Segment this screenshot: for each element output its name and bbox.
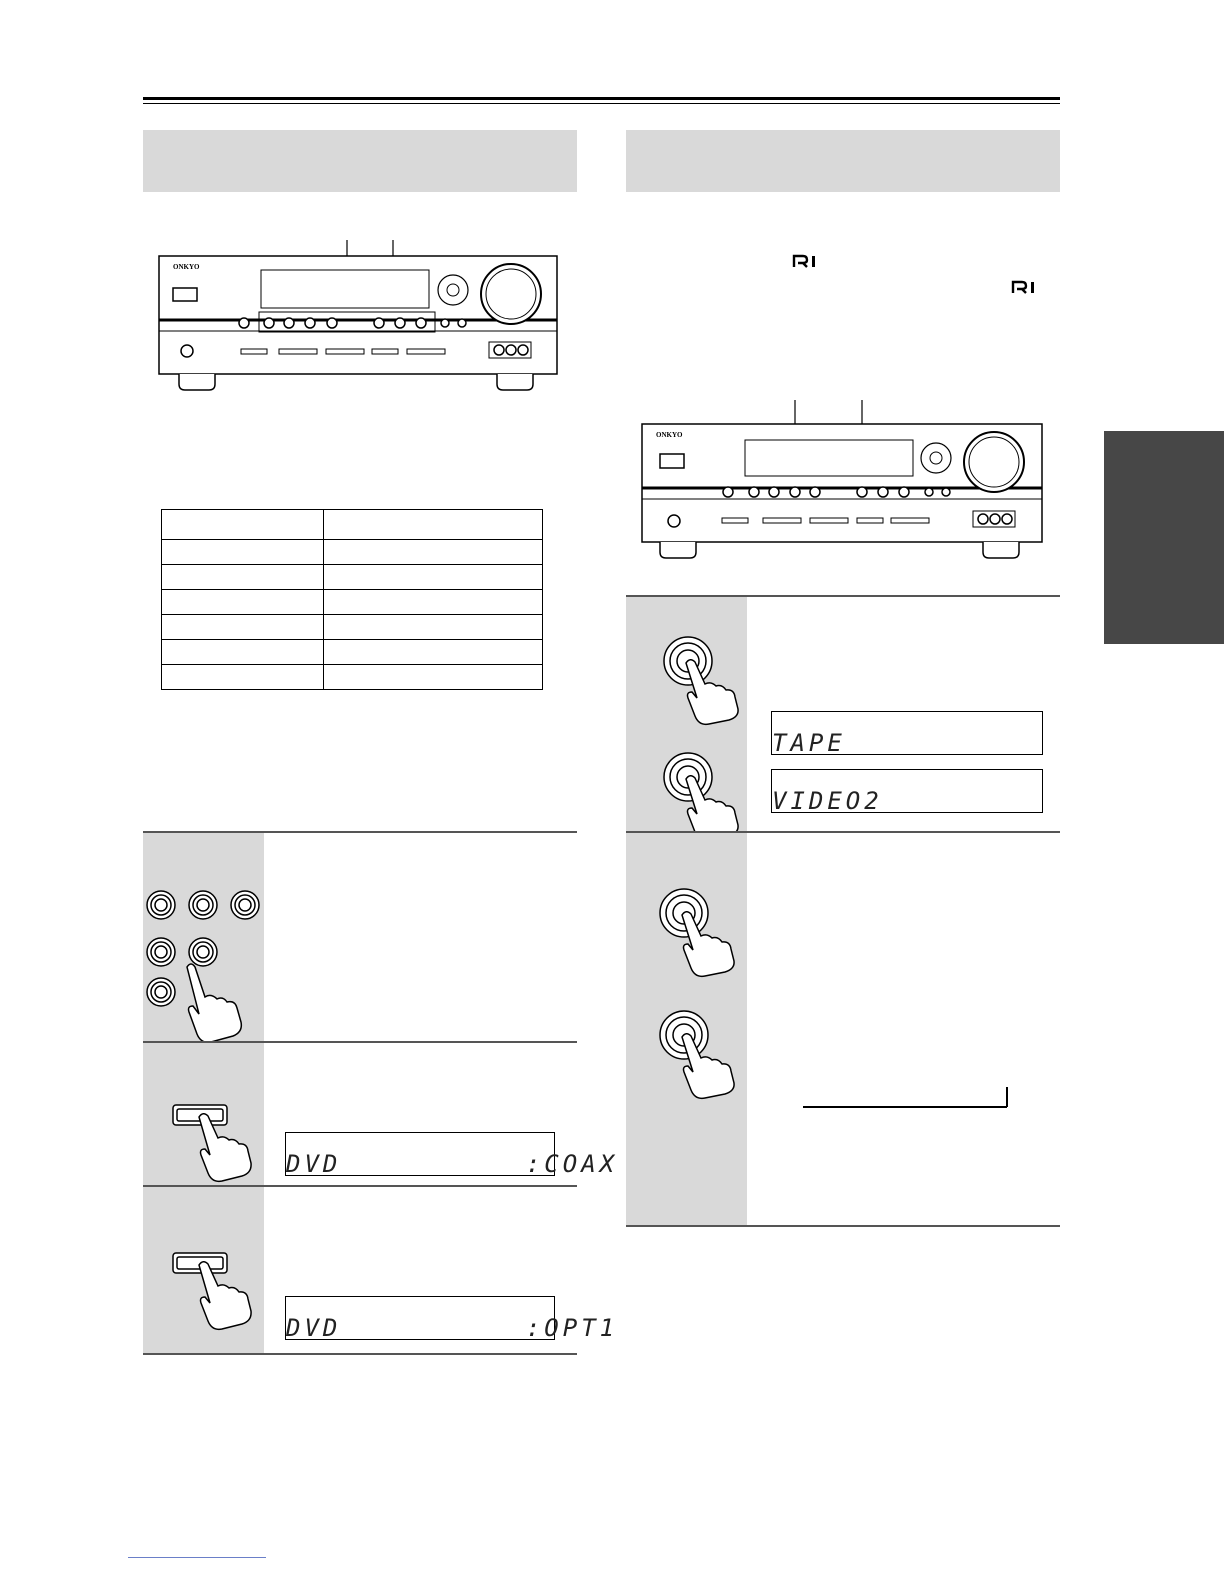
left-section-header	[143, 130, 577, 192]
table-cell	[162, 510, 324, 540]
digital-input-button-illustration	[169, 1247, 263, 1329]
display-readout: DVD :OPT1	[285, 1296, 555, 1340]
table-cell	[162, 590, 324, 615]
table-cell	[162, 540, 324, 565]
footer-link-underline[interactable]	[128, 1557, 266, 1558]
left-step-2	[143, 1041, 619, 1187]
input-selector-buttons-illustration	[145, 885, 263, 1035]
page-top-rule	[143, 97, 1060, 100]
table-cell	[162, 640, 324, 665]
table-cell	[324, 565, 543, 590]
digital-input-button-illustration	[169, 1099, 263, 1181]
table-row	[162, 540, 543, 565]
display-readout: DVD :COAX	[285, 1132, 555, 1176]
table-cell	[324, 665, 543, 690]
table-row	[162, 665, 543, 690]
ri-logo-icon	[792, 254, 818, 268]
round-button-press-icon	[656, 1007, 746, 1095]
table-row	[162, 615, 543, 640]
chapter-side-tab	[1104, 431, 1224, 644]
right-step-2	[626, 831, 1060, 1227]
table-cell	[324, 615, 543, 640]
display-readout: VIDEO2	[771, 769, 1043, 813]
table-header-row	[162, 510, 543, 540]
round-button-press-icon	[660, 749, 746, 833]
table-row	[162, 565, 543, 590]
table-cell	[324, 640, 543, 665]
table-cell	[324, 510, 543, 540]
ri-logo-icon	[1011, 280, 1037, 294]
table-cell	[162, 665, 324, 690]
left-step-3	[143, 1185, 619, 1355]
round-button-press-icon	[660, 633, 746, 717]
table-row	[162, 640, 543, 665]
table-cell	[162, 615, 324, 640]
left-step-1	[143, 831, 577, 1043]
input-assignment-table	[161, 509, 543, 690]
note-underline	[803, 1106, 1007, 1108]
brand-logo: ONKYO	[173, 263, 200, 271]
table-row	[162, 590, 543, 615]
right-step-1	[626, 595, 1060, 833]
receiver-front-panel-right	[638, 400, 1048, 565]
right-section-header	[626, 130, 1060, 192]
table-cell	[324, 590, 543, 615]
round-button-press-icon	[656, 885, 746, 973]
note-bracket	[1006, 1087, 1008, 1107]
display-readout: TAPE	[771, 711, 1043, 755]
table-cell	[324, 540, 543, 565]
brand-logo: ONKYO	[656, 431, 683, 439]
page-top-rule-thin	[143, 103, 1060, 104]
receiver-front-panel-left	[155, 236, 560, 396]
table-cell	[162, 565, 324, 590]
